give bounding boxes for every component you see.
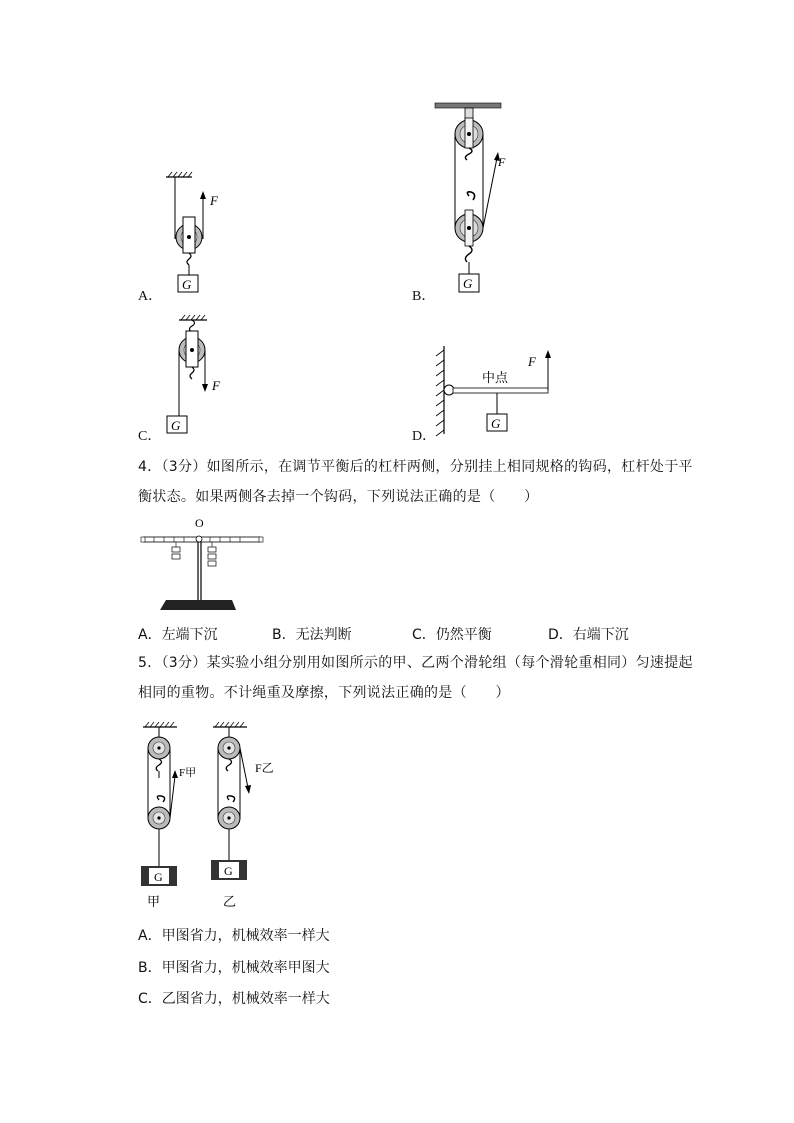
force-label: F	[210, 193, 218, 208]
option-a-letter: A．	[138, 289, 163, 304]
q4-choice-b[interactable]: B．无法判断	[272, 627, 352, 643]
movable-pulley-diagram	[130, 165, 240, 305]
q5-line-2: 相同的重物。不计绳重及摩擦，下列说法正确的是（ ）	[138, 685, 510, 701]
force-label: F	[528, 354, 536, 369]
q4-line-1: 4．（3分）如图所示，在调节平衡后的杠杆两侧，分别挂上相同规格的钩码，杠杆处于平	[138, 459, 693, 475]
weight-label-jia: G	[154, 870, 163, 884]
force-label: F	[498, 155, 506, 169]
weight-label-yi: G	[224, 864, 233, 878]
fixed-pulley-diagram	[155, 310, 245, 440]
caption-yi: 乙	[223, 895, 237, 910]
midpoint-label: 中点	[482, 371, 509, 386]
option-b-letter: B．	[412, 289, 436, 304]
lever-figure	[138, 515, 268, 615]
option-d	[430, 342, 560, 442]
option-d-letter: D．	[412, 429, 437, 444]
option-c-letter: C．	[138, 429, 162, 444]
q5-choice-c[interactable]: C．乙图省力，机械效率一样大	[138, 991, 330, 1007]
q5-line-1: 5．（3分）某实验小组分别用如图所示的甲、乙两个滑轮组（每个滑轮重相同）匀速提起	[138, 655, 693, 671]
q4-line-2: 衡状态。如果两侧各去掉一个钩码，下列说法正确的是（ ）	[138, 489, 539, 505]
q5-choice-b[interactable]: B．甲图省力，机械效率甲图大	[138, 960, 330, 976]
pulley-block-diagram	[425, 100, 525, 300]
wall-lever-diagram	[430, 342, 560, 442]
weight-label: G	[182, 277, 192, 292]
pulley-groups-diagram	[135, 718, 295, 913]
q5-choice-a[interactable]: A．甲图省力，机械效率一样大	[138, 928, 330, 944]
force-label-jia: F甲	[179, 767, 197, 779]
q4-choice-a[interactable]: A．左端下沉	[138, 627, 218, 643]
q4-choice-c[interactable]: C．仍然平衡	[412, 627, 492, 643]
force-label-yi: F乙	[255, 761, 274, 775]
caption-jia: 甲	[147, 895, 161, 910]
pulley-groups-figure	[135, 718, 295, 913]
option-c	[155, 310, 245, 440]
option-a	[130, 165, 240, 305]
q4-choice-d[interactable]: D．右端下沉	[548, 627, 629, 643]
weight-label: G	[171, 418, 181, 433]
weight-label: G	[463, 276, 473, 291]
option-b	[425, 100, 525, 300]
weight-label: G	[491, 416, 501, 431]
pivot-label: O	[195, 516, 204, 530]
lever-diagram	[138, 515, 268, 615]
force-label: F	[212, 378, 220, 393]
